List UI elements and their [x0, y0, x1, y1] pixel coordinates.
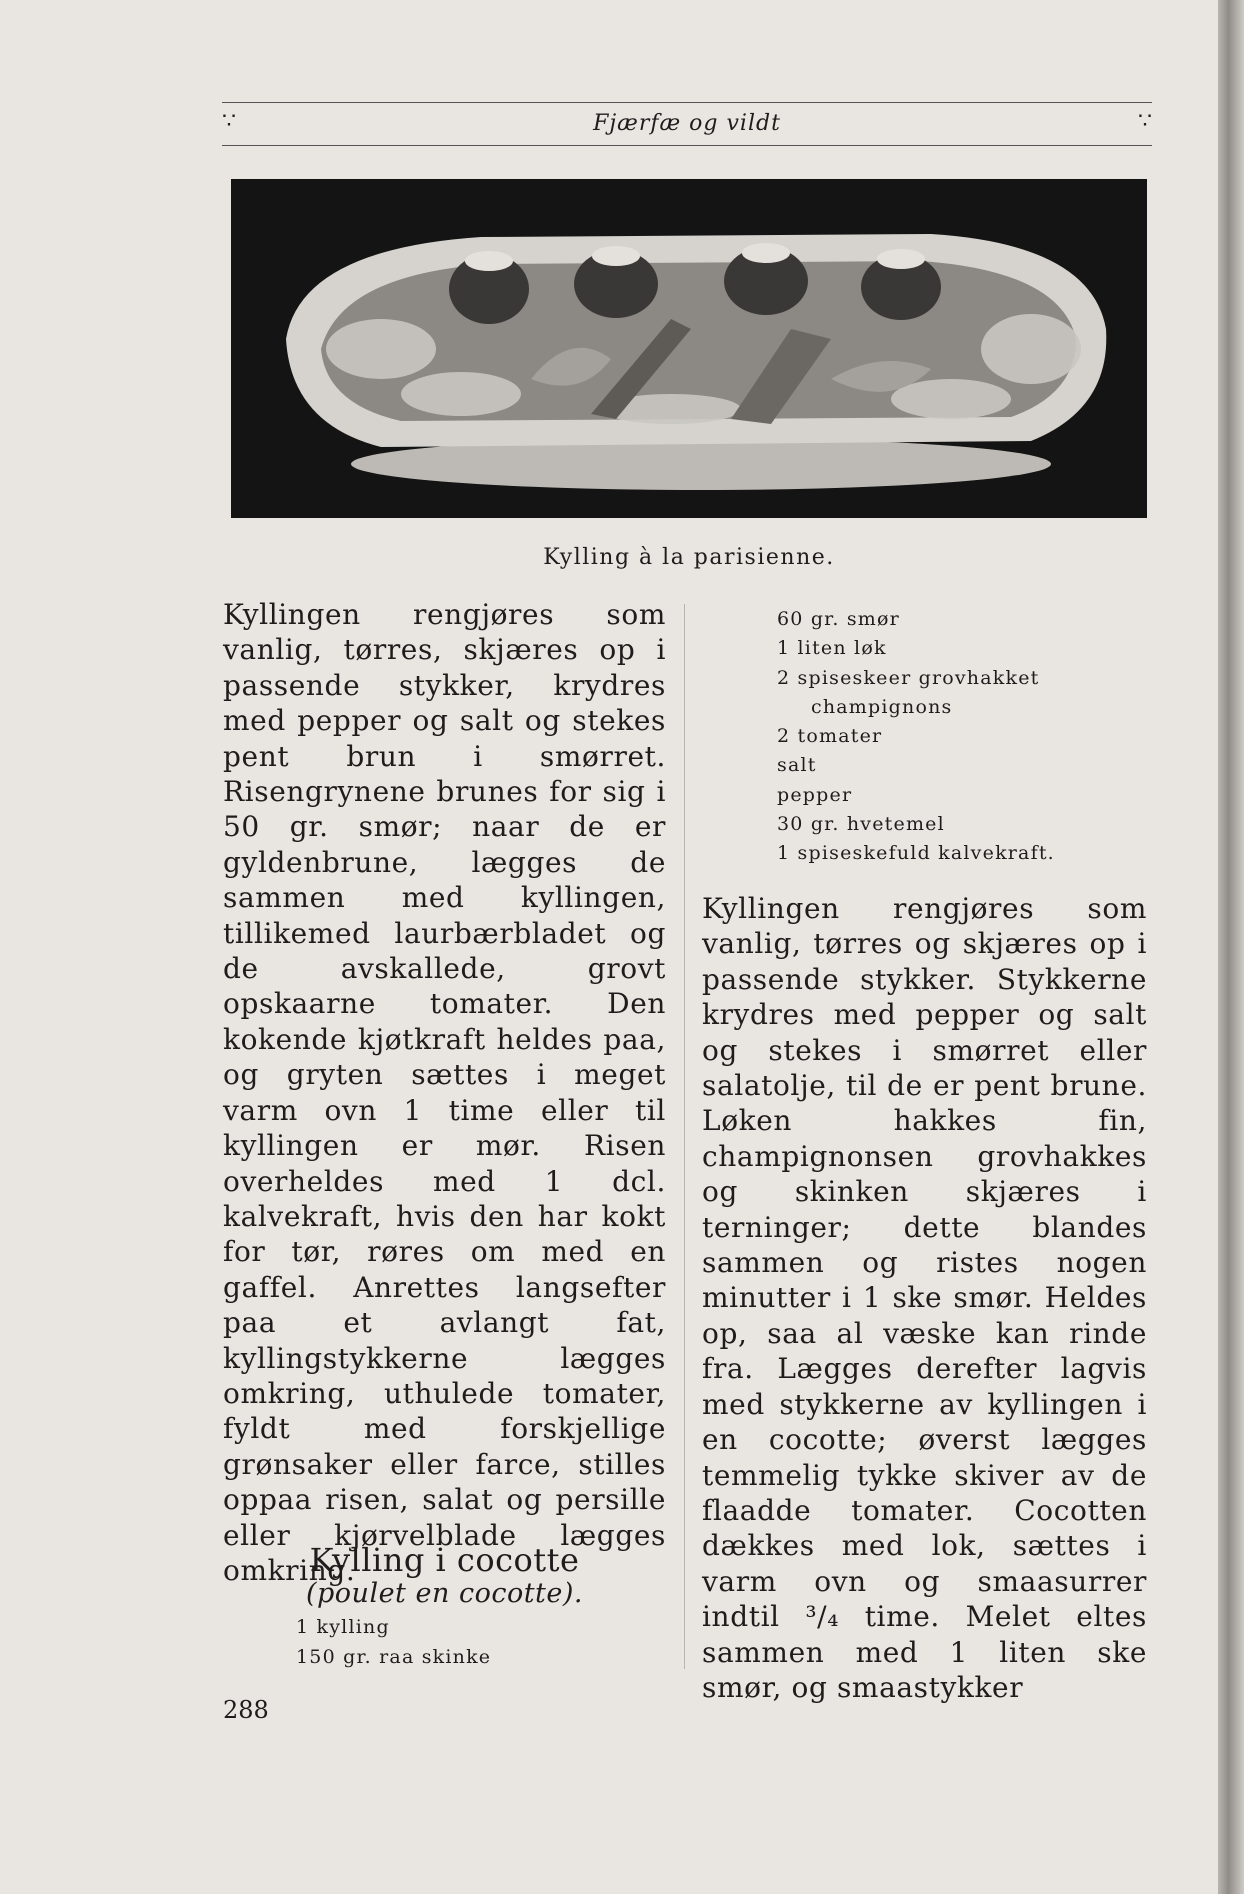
ingredient-item: salt	[777, 754, 817, 777]
dish-illustration	[231, 179, 1147, 518]
dish-photo	[231, 179, 1147, 518]
ingredient-item: 1 kylling	[296, 1616, 390, 1638]
ingredient-item: pepper	[777, 783, 853, 806]
left-body-text: Kyllingen rengjøres som vanlig, tørres, skjæres op i passende stykker, krydres med pepper og salt og stekes pent brun i smørret. Risengrynene brunes for sig i 50 gr. smør; naar de er gyldenbrune, lægges de sammen med kyllingen, tillikemed laurbærbladet og de avskallede, grovt opskaarne tomater. Den kokende kjøtkraft heldes paa, og gryten sættes i meget varm ovn 1 time eller til kyllingen er mør. Risen overheldes med 1 dcl. kalvekraft, hvis den har kokt for tør, røres om med en gaffel. Anrettes langsefter paa et avlangt fat, kyllingstykkerne lægges omkring, uthulede tomater, fyldt med forskjellige grønsaker eller farce, stilles oppaa risen, salat og persille eller kjørvelblade lægges omkring.	[223, 598, 666, 1587]
ingredient-item: 30 gr. hvetemel	[777, 813, 945, 836]
ingredient-item: 1 spiseskefuld kalvekraft.	[777, 842, 1055, 865]
ingredient-item: 1 liten løk	[777, 637, 887, 660]
page-edge	[1218, 0, 1244, 1894]
recipe-subtitle: (poulet en cocotte).	[305, 1578, 583, 1609]
right-body-text: Kyllingen rengjøres som vanlig, tørres og skjæres op i passende stykker. Stykkerne krydres med pepper og salt og stekes i smørret eller salatolje, til de er pent brune. Løken hakkes fin, champignonsen grovhakkes og skinken skjæres i terninger; dette blandes sammen og ristes nogen minutter i 1 ske smør. Heldes op, saa al væske kan rinde fra. Lægges derefter lagvis med stykkerne av kyllingen i en cocotte; øverst lægges temmelig tykke skiver av de flaadde tomater. Cocotten dækkes med lok, sættes i varm ovn og smaasurrer indtil ³/₄ time. Melet eltes sammen med 1 liten ske smør, og smaastykker	[702, 892, 1147, 1704]
ingredient-item: 2 tomater	[777, 725, 883, 748]
ingredient-item: 150 gr. raa skinke	[296, 1646, 492, 1668]
right-column	[702, 891, 1147, 1705]
ingredient-item: champignons	[811, 695, 953, 718]
ornament-left-icon: ∵	[222, 109, 236, 134]
ingredients-list-start	[296, 1612, 646, 1672]
running-header	[222, 102, 1152, 146]
recipe-title: Kylling i cocotte	[309, 1541, 580, 1579]
ingredient-item: 2 spiseskeer grovhakket	[777, 666, 1040, 689]
recipe-heading	[223, 1541, 666, 1609]
left-column	[223, 597, 666, 1588]
ingredient-item: 60 gr. smør	[777, 608, 900, 630]
ingredients-list-continued	[777, 605, 1137, 869]
page-number: 288	[223, 1696, 269, 1724]
ornament-right-icon: ∵	[1138, 109, 1152, 134]
running-title: Fjærfæ og vildt	[593, 111, 781, 136]
column-divider	[684, 604, 685, 1669]
photo-caption: Kylling à la parisienne.	[543, 545, 835, 570]
